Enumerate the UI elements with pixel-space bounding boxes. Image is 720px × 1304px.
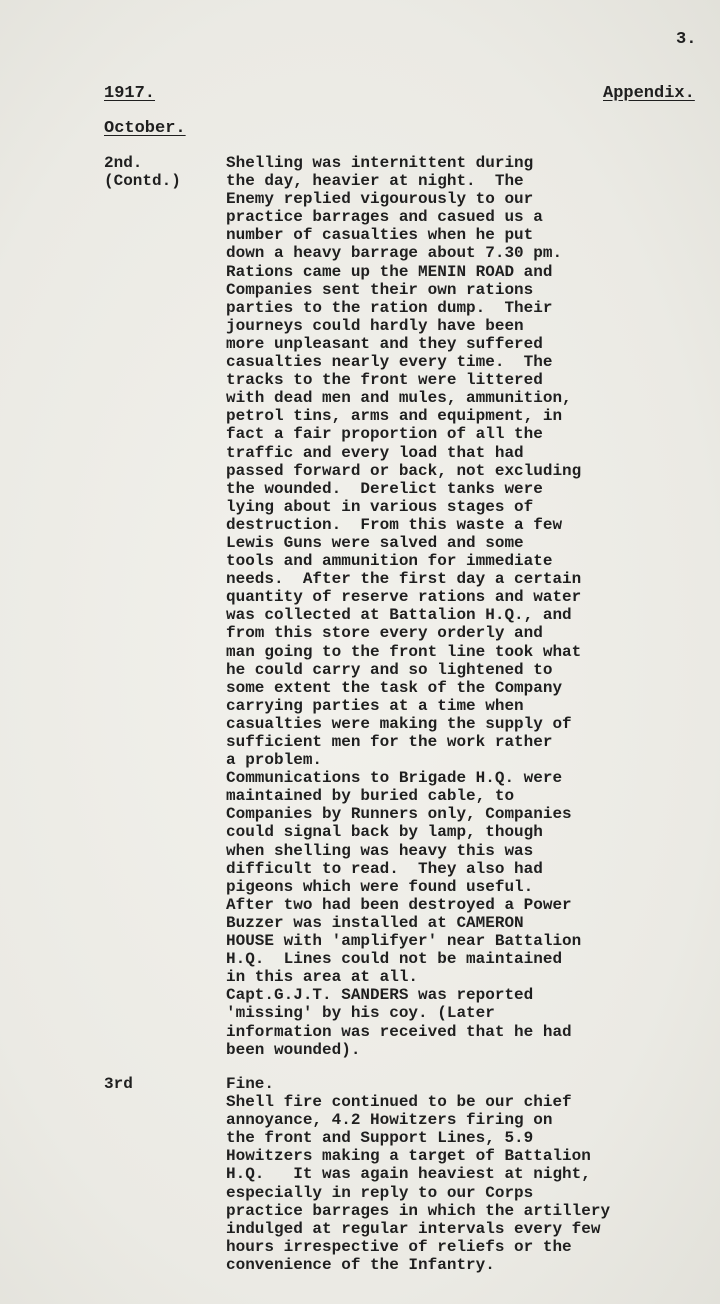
text-line: casualties were making the supply of — [226, 714, 572, 733]
text-line: number of casualties when he put — [226, 226, 534, 245]
text-line: maintained by buried cable, to — [226, 787, 515, 806]
text-line: pigeons which were found useful. — [226, 877, 534, 896]
text-line: Shelling was internittent during — [226, 154, 534, 172]
text-line: especially in reply to our Corps — [226, 1183, 534, 1202]
text-line: Capt.G.J.T. SANDERS was reported — [226, 986, 534, 1005]
text-line: the front and Support Lines, 5.9 — [226, 1129, 534, 1148]
text-line: he could carry and so lightened to — [226, 660, 553, 679]
text-line: practice barrages and casued us a — [226, 208, 543, 227]
text-line: a problem. — [226, 751, 323, 770]
text-line: Companies sent their own rations — [226, 280, 534, 299]
text-line: annoyance, 4.2 Howitzers firing on — [226, 1111, 553, 1130]
entry-date-line: 2nd. — [104, 154, 143, 172]
text-line: fact a fair proportion of all the — [226, 425, 543, 444]
text-line: H.Q. It was again heaviest at night, — [226, 1165, 591, 1184]
text-line: down a heavy barrage about 7.30 pm. — [226, 244, 563, 263]
text-line: Shell fire continued to be our chief — [226, 1093, 572, 1112]
entry-date-line: (Contd.) — [104, 172, 181, 191]
text-line: with dead men and mules, ammunition, — [226, 389, 572, 408]
text-line: hours irrespective of reliefs or the — [226, 1237, 572, 1256]
entry-date-line: 3rd — [104, 1075, 133, 1093]
entry-date-3rd — [104, 1075, 133, 1093]
text-line: destruction. From this waste a few — [226, 515, 563, 534]
entry-date-2nd — [104, 154, 181, 190]
text-line: more unpleasant and they suffered — [226, 334, 543, 353]
text-line: quantity of reserve rations and water — [226, 588, 582, 607]
text-line: Communications to Brigade H.Q. were — [226, 769, 563, 788]
text-line: was collected at Battalion H.Q., and — [226, 606, 572, 625]
text-line: traffic and every load that had — [226, 443, 524, 462]
text-line: passed forward or back, not excluding — [226, 461, 582, 480]
text-line: difficult to read. They also had — [226, 859, 543, 878]
text-line: parties to the ration dump. Their — [226, 298, 553, 317]
text-line: 'missing' by his coy. (Later — [226, 1004, 495, 1023]
text-line: Fine. — [226, 1075, 275, 1093]
text-line: HOUSE with 'amplifyer' near Battalion — [226, 932, 582, 951]
appendix-heading: Appendix. — [603, 84, 695, 103]
text-line: the wounded. Derelict tanks were — [226, 479, 543, 498]
text-line: practice barrages in which the artillery — [226, 1201, 611, 1220]
entry-body-2nd — [226, 154, 706, 1059]
text-line: Lewis Guns were salved and some — [226, 533, 524, 552]
text-line: when shelling was heavy this was — [226, 841, 534, 860]
text-line: lying about in various stages of — [226, 497, 534, 516]
text-line: needs. After the first day a certain — [226, 570, 582, 589]
year-heading: 1917. — [104, 84, 156, 103]
text-line: man going to the front line took what — [226, 642, 582, 661]
text-line: carrying parties at a time when — [226, 696, 524, 715]
text-line: Buzzer was installed at CAMERON — [226, 913, 524, 932]
text-line: Howitzers making a target of Battalion — [226, 1147, 591, 1166]
entry-body-3rd — [226, 1075, 706, 1274]
text-line: casualties nearly every time. The — [226, 353, 553, 372]
text-line: H.Q. Lines could not be maintained — [226, 950, 563, 969]
text-line: the day, heavier at night. The — [226, 172, 524, 191]
text-line: tools and ammunition for immediate — [226, 552, 553, 571]
text-line: tracks to the front were littered — [226, 371, 543, 390]
text-line: convenience of the Infantry. — [226, 1255, 495, 1274]
text-line: from this store every orderly and — [226, 624, 543, 643]
page-number: 3. — [676, 30, 697, 49]
text-line: Companies by Runners only, Companies — [226, 805, 572, 824]
text-line: journeys could hardly have been — [226, 316, 524, 335]
text-line: could signal back by lamp, though — [226, 823, 543, 842]
text-line: Enemy replied vigourously to our — [226, 190, 534, 209]
text-line: sufficient men for the work rather — [226, 733, 553, 751]
text-line: been wounded). — [226, 1040, 361, 1059]
month-heading: October. — [104, 119, 186, 138]
text-line: information was received that he had — [226, 1022, 572, 1041]
text-line: indulged at regular intervals every few — [226, 1219, 601, 1238]
text-line: in this area at all. — [226, 968, 419, 987]
text-line: some extent the task of the Company — [226, 678, 563, 697]
text-line: petrol tins, arms and equipment, in — [226, 407, 563, 426]
text-line: Rations came up the MENIN ROAD and — [226, 262, 553, 281]
text-line: After two had been destroyed a Power — [226, 895, 572, 914]
